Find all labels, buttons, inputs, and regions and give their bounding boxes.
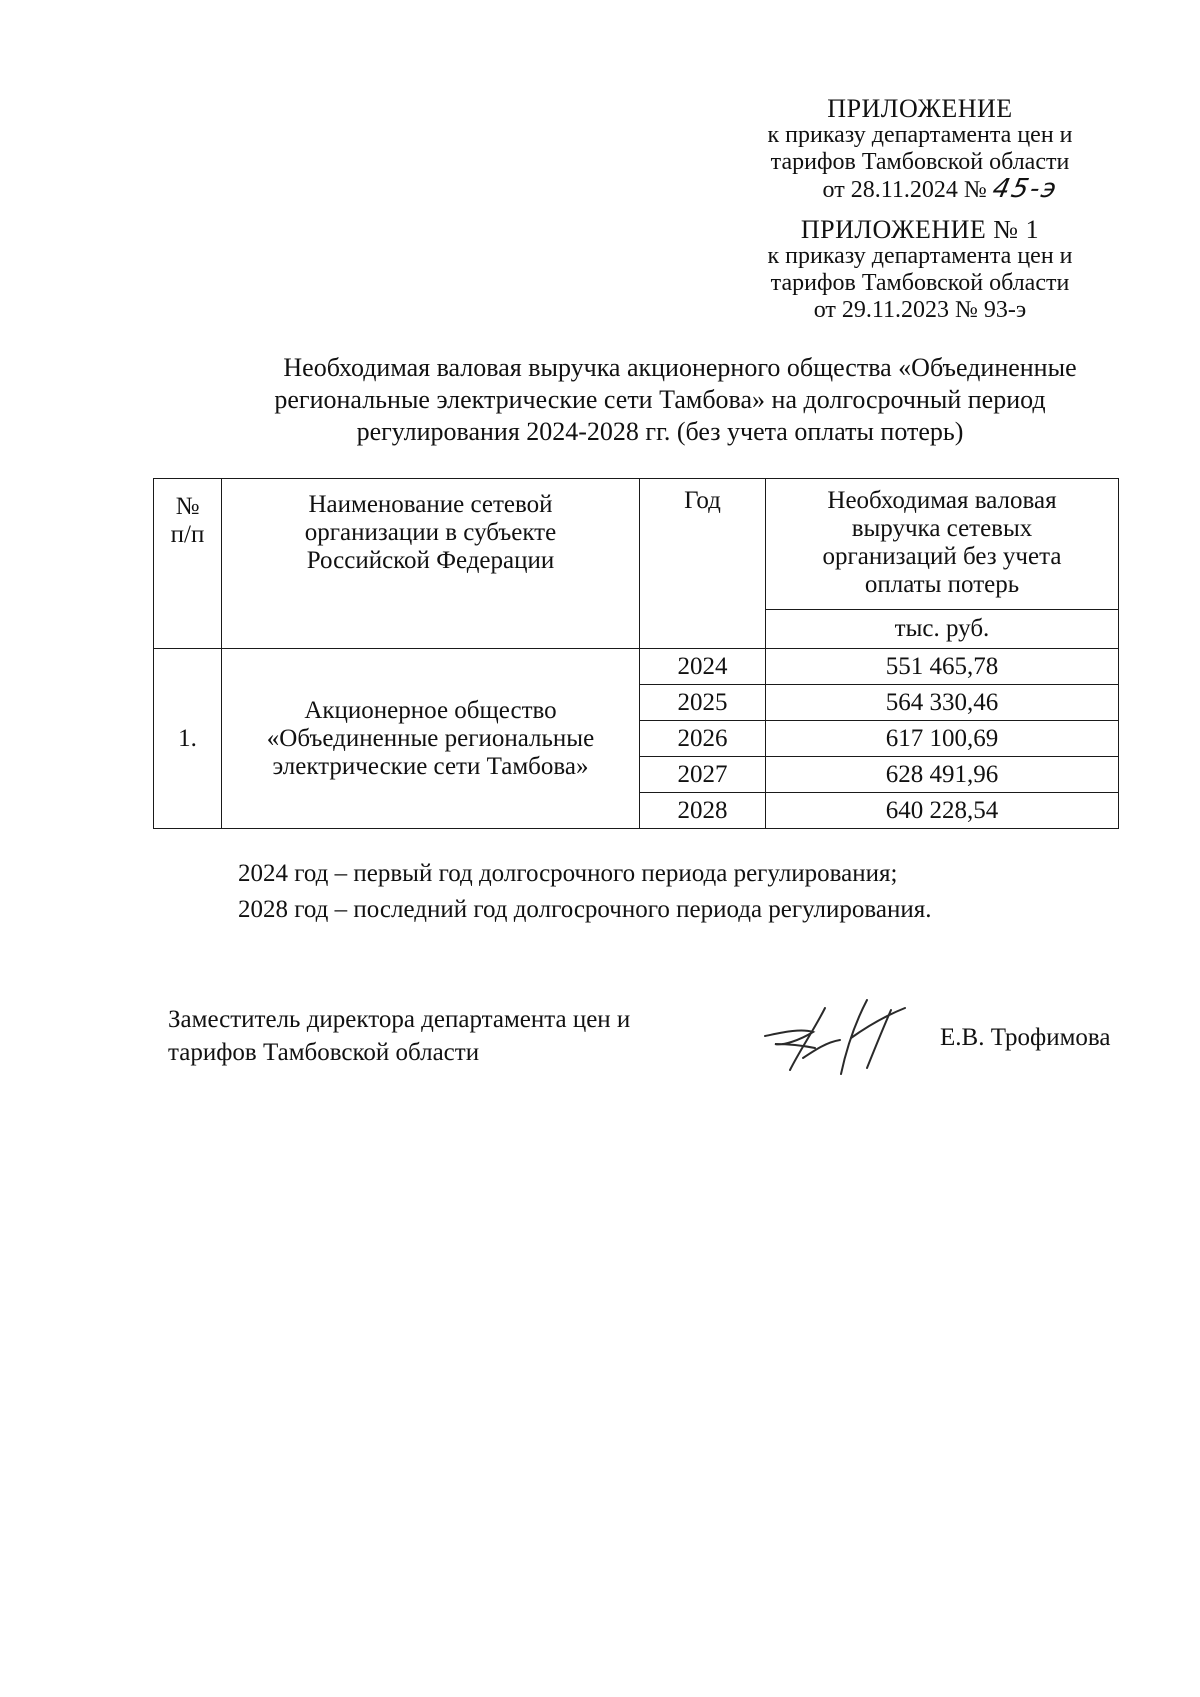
year-cell: 2024 xyxy=(640,649,766,685)
row-organization xyxy=(222,649,640,829)
appendix-1-order-date: от 29.11.2023 № 93-э xyxy=(813,297,1027,323)
order-date-text: от 28.11.2024 № xyxy=(822,177,987,203)
appendix-order-line1: к приказу департамента цен и xyxy=(767,122,1073,148)
header-org-line1: Наименование сетевой xyxy=(308,491,553,518)
table-row xyxy=(154,649,1119,685)
header-revenue-line2: выручка сетевых xyxy=(851,515,1033,542)
row-org-line1: Акционерное общество xyxy=(304,696,557,724)
header-org-line2: организации в субъекте xyxy=(304,519,557,546)
revenue-cell: 564 330,46 xyxy=(766,685,1119,721)
revenue-cell: 628 491,96 xyxy=(766,757,1119,793)
header-org-line3: Российской Федерации xyxy=(306,547,555,574)
year-cell: 2025 xyxy=(640,685,766,721)
table-header-row xyxy=(154,479,1119,610)
appendix-title: ПРИЛОЖЕНИЕ xyxy=(827,94,1013,123)
header-num-line2: п/п xyxy=(170,521,205,548)
year-cell: 2027 xyxy=(640,757,766,793)
header-unit: тыс. руб. xyxy=(766,610,1119,649)
handwritten-signature xyxy=(755,988,935,1078)
header-revenue-line4: оплаты потерь xyxy=(864,571,1020,598)
header-revenue xyxy=(766,479,1119,610)
appendix-1-order-line1: к приказу департамента цен и xyxy=(767,243,1073,269)
appendix-header xyxy=(730,95,1110,204)
header-num xyxy=(154,479,222,649)
revenue-cell: 640 228,54 xyxy=(766,793,1119,829)
revenue-table xyxy=(153,478,1119,829)
note-first-year: 2024 год – первый год долгосрочного периода регулирования; xyxy=(238,860,898,887)
appendix-1-title: ПРИЛОЖЕНИЕ № 1 xyxy=(800,215,1040,244)
appendix-order-date xyxy=(730,176,1110,204)
header-year: Год xyxy=(640,479,766,649)
revenue-cell: 617 100,69 xyxy=(766,721,1119,757)
header-num-line1: № xyxy=(175,493,200,520)
document-title-line3: регулирования 2024-2028 гг. (без учета оплаты потерь) xyxy=(356,417,964,446)
row-org-line2: «Объединенные региональные xyxy=(266,724,595,752)
year-cell: 2026 xyxy=(640,721,766,757)
header-revenue-line3: организаций без учета xyxy=(822,543,1062,570)
appendix-order-line2: тарифов Тамбовской области xyxy=(770,149,1070,175)
document-title xyxy=(200,352,1120,448)
revenue-cell: 551 465,78 xyxy=(766,649,1119,685)
appendix-1-order-line2: тарифов Тамбовской области xyxy=(770,270,1070,296)
signatory-position-line1: Заместитель директора департамента цен и xyxy=(168,1006,631,1033)
signatory-position-line2: тарифов Тамбовской области xyxy=(168,1039,480,1066)
row-num: 1. xyxy=(154,649,222,829)
note-last-year: 2028 год – последний год долгосрочного периода регулирования. xyxy=(238,896,932,923)
row-org-line3: электрические сети Тамбова» xyxy=(272,752,589,780)
order-number-handwritten: 45-э xyxy=(989,174,1061,204)
appendix-1-header xyxy=(730,216,1110,324)
document-title-line2: региональные электрические сети Тамбова» на долгосрочный период xyxy=(274,385,1046,414)
signatory-name: Е.В. Трофимова xyxy=(940,1024,1111,1051)
document-title-line1: Необходимая валовая выручка акционерного общества «Объединенные xyxy=(283,353,1077,382)
header-revenue-line1: Необходимая валовая xyxy=(827,487,1057,514)
year-cell: 2028 xyxy=(640,793,766,829)
period-notes xyxy=(238,856,932,928)
header-organization xyxy=(222,479,640,649)
signatory-position xyxy=(168,1003,630,1069)
